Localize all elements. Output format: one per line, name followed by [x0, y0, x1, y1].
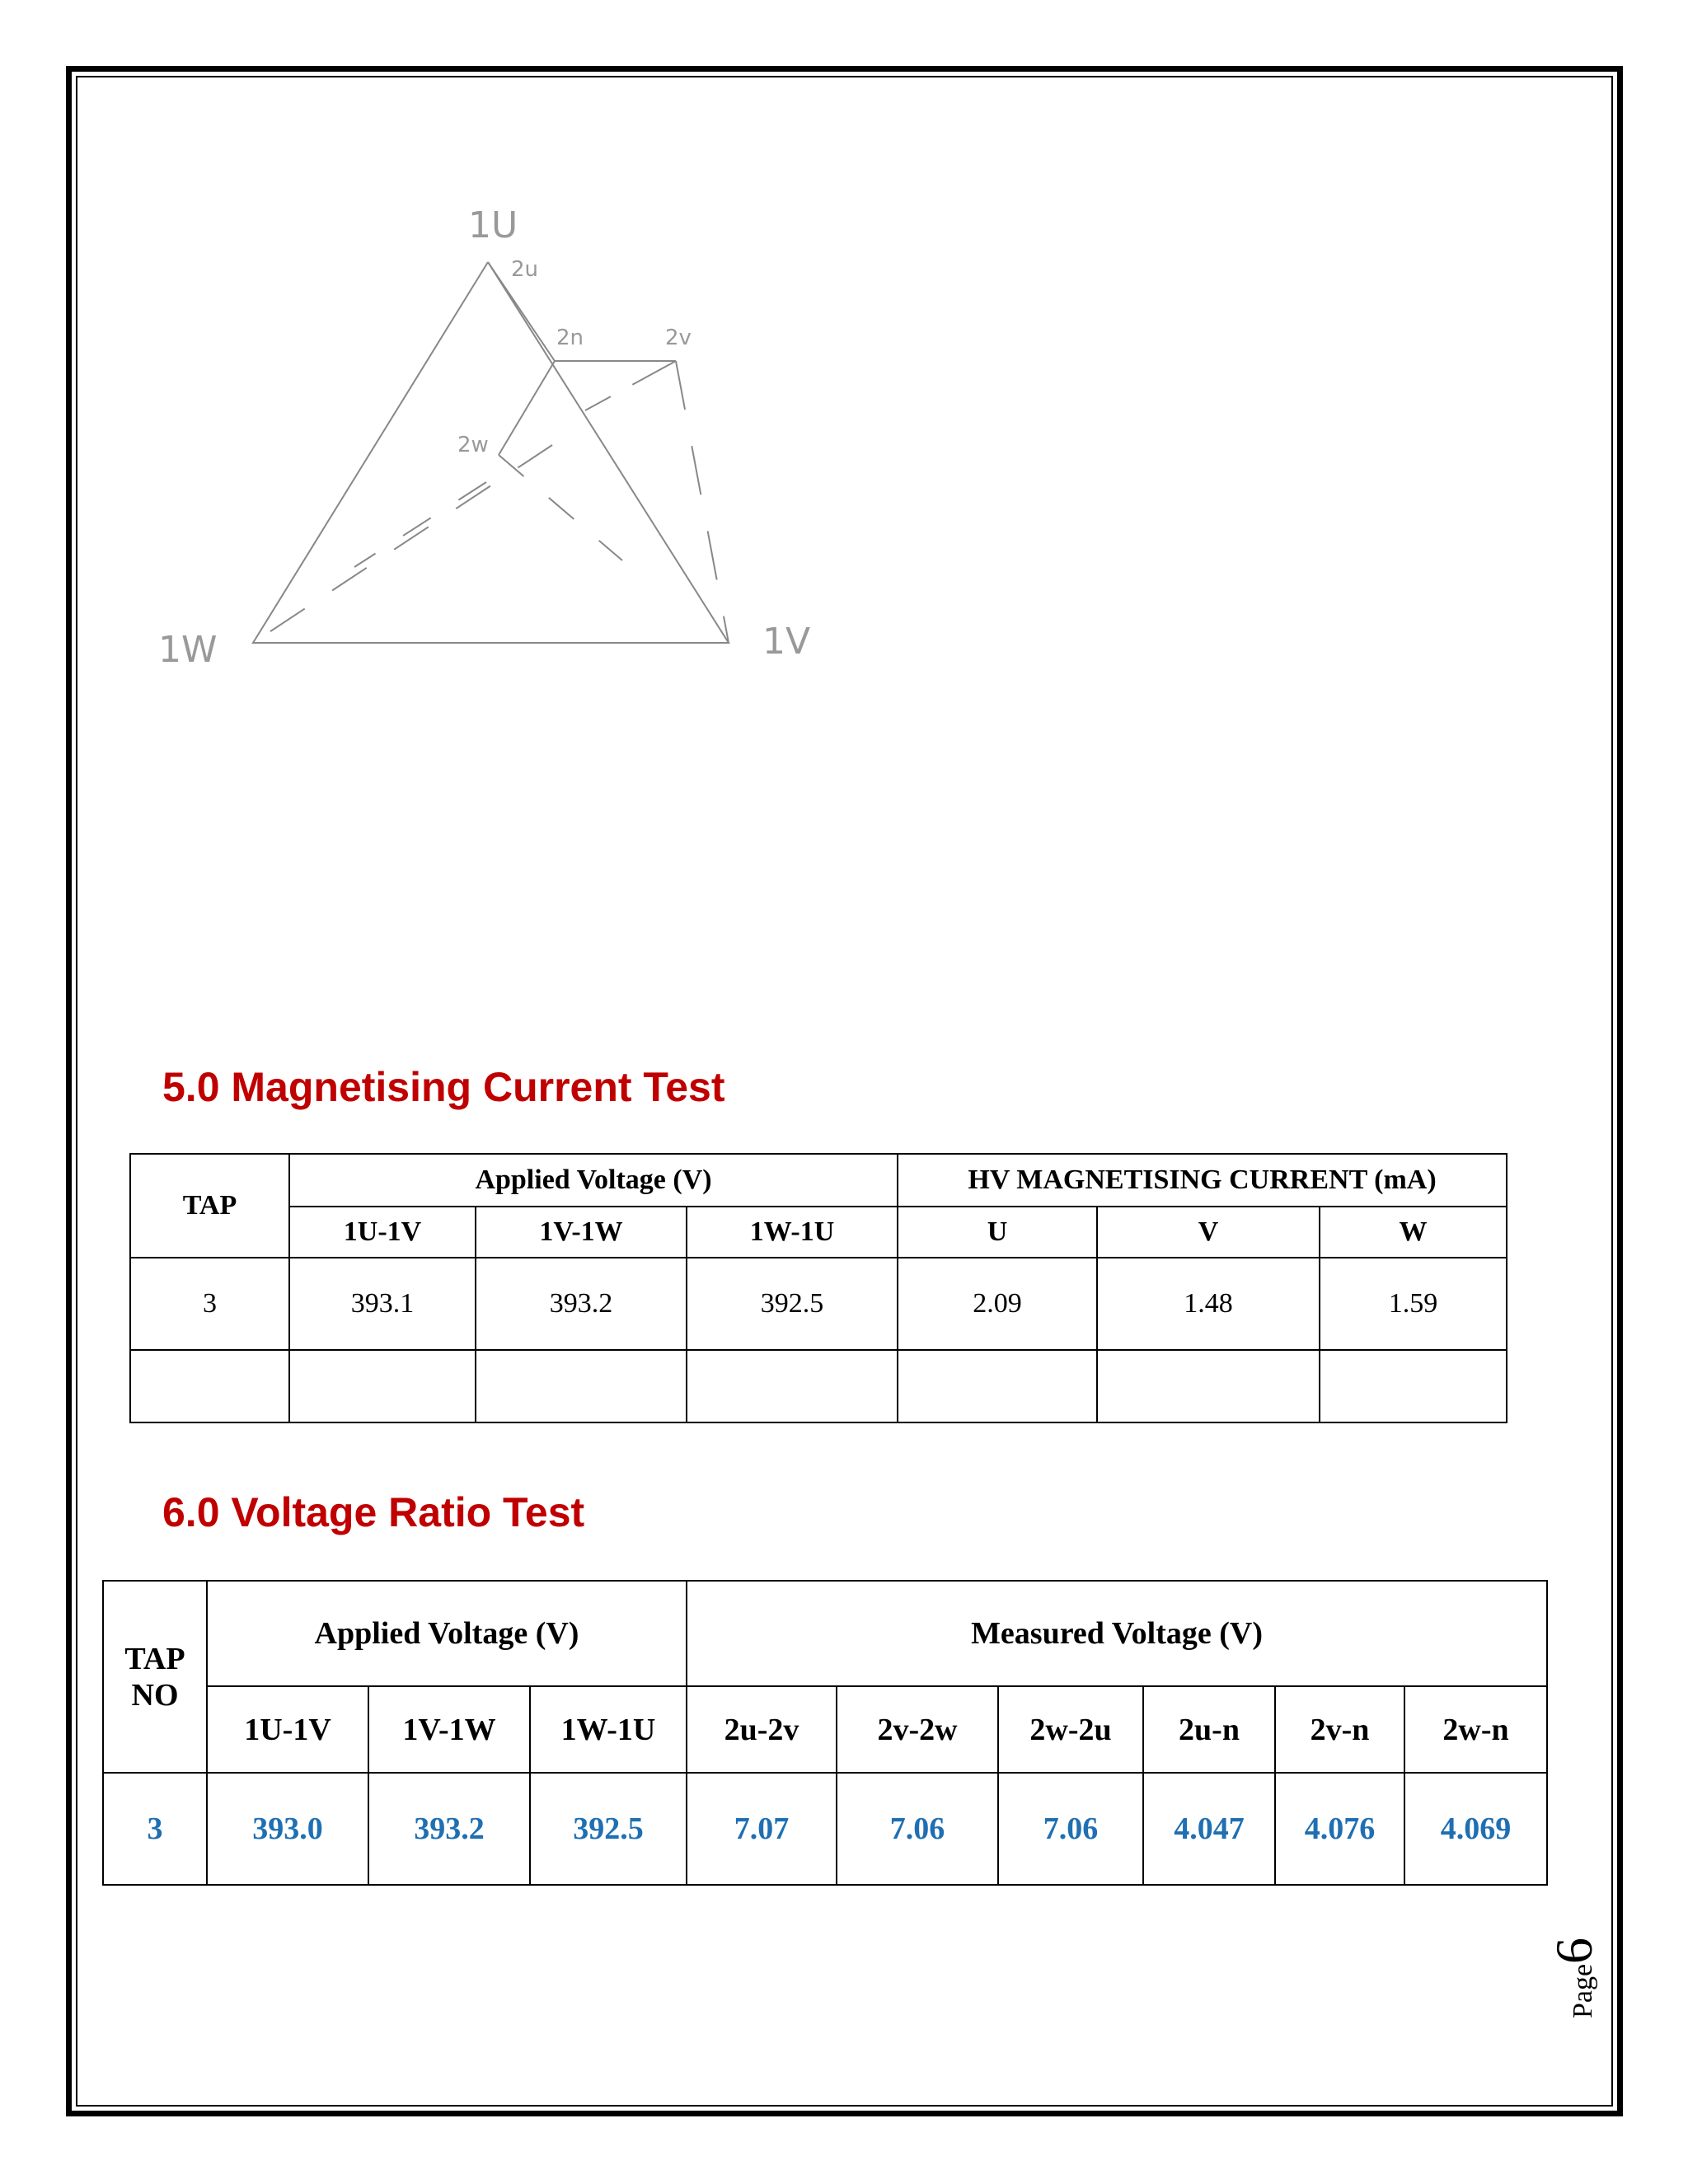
label-1u: 1U [468, 204, 518, 246]
table-cell: 393.0 [207, 1773, 368, 1885]
dash-line [585, 361, 676, 410]
section-6-title: 6.0 Voltage Ratio Test [162, 1489, 585, 1535]
column-header: 1U-1V [289, 1207, 476, 1258]
table-cell: 7.07 [687, 1773, 837, 1885]
tap-header: TAP [130, 1154, 289, 1258]
table-cell: 393.2 [368, 1773, 530, 1885]
table-cell: 2.09 [898, 1258, 1097, 1350]
dash-line [253, 445, 552, 643]
table-cell: 1.48 [1097, 1258, 1320, 1350]
column-header: 1W-1U [530, 1686, 687, 1773]
column-header: 1W-1U [687, 1207, 898, 1258]
applied-voltage-header: Applied Voltage (V) [289, 1154, 898, 1207]
vector-group-diagram [148, 198, 841, 692]
label-2w: 2w [457, 433, 489, 457]
table-cell [289, 1350, 476, 1422]
column-header: 2w-2u [998, 1686, 1143, 1773]
table-row [103, 1773, 1547, 1885]
magnetising-current-header: HV MAGNETISING CURRENT (mA) [898, 1154, 1507, 1207]
label-1w: 1W [158, 629, 218, 671]
table-cell: 4.069 [1404, 1773, 1547, 1885]
column-header: 1V-1W [476, 1207, 687, 1258]
table-cell [1097, 1350, 1320, 1422]
tap-no-header-line1: TAP [124, 1641, 185, 1676]
hv-delta-triangle [253, 262, 729, 643]
tap-no-header-line2: NO [131, 1677, 179, 1713]
table-cell [1320, 1350, 1507, 1422]
page-label: Page [1568, 1963, 1598, 2019]
column-header: 1V-1W [368, 1686, 530, 1773]
table-cell: 393.1 [289, 1258, 476, 1350]
column-header: 2v-n [1275, 1686, 1404, 1773]
table-cell: 4.076 [1275, 1773, 1404, 1885]
table-cell: 4.047 [1143, 1773, 1275, 1885]
column-header: 2u-2v [687, 1686, 837, 1773]
lv-star-w [499, 361, 555, 455]
table-cell: 392.5 [530, 1773, 687, 1885]
table-cell: 3 [103, 1773, 207, 1885]
table-cell [476, 1350, 687, 1422]
table-cell: 1.59 [1320, 1258, 1507, 1350]
tap-no-header [103, 1581, 207, 1773]
column-header: 2u-n [1143, 1686, 1275, 1773]
table-cell [687, 1350, 898, 1422]
dash-line [499, 455, 622, 560]
dash-line [354, 482, 486, 567]
table-row [130, 1258, 1507, 1350]
table-row [130, 1350, 1507, 1422]
measured-voltage-header: Measured Voltage (V) [687, 1581, 1547, 1686]
column-header: U [898, 1207, 1097, 1258]
page-number-value: 6 [1545, 1937, 1603, 1964]
voltage-ratio-table [102, 1580, 1548, 1886]
table-cell [898, 1350, 1097, 1422]
page-number [1545, 1929, 1603, 2027]
magnetising-current-table [129, 1153, 1507, 1423]
column-header: 2v-2w [837, 1686, 998, 1773]
label-2v: 2v [665, 326, 692, 350]
column-header: W [1320, 1207, 1507, 1258]
table-cell: 3 [130, 1258, 289, 1350]
label-2n: 2n [556, 326, 584, 350]
column-header: 1U-1V [207, 1686, 368, 1773]
label-1v: 1V [762, 621, 811, 663]
applied-voltage-header: Applied Voltage (V) [207, 1581, 687, 1686]
table-cell: 392.5 [687, 1258, 898, 1350]
table-cell: 7.06 [837, 1773, 998, 1885]
table-cell: 7.06 [998, 1773, 1143, 1885]
table-cell: 393.2 [476, 1258, 687, 1350]
section-5-title: 5.0 Magnetising Current Test [162, 1064, 725, 1110]
label-2u: 2u [511, 257, 539, 282]
table-cell [130, 1350, 289, 1422]
column-header: 2w-n [1404, 1686, 1547, 1773]
column-header: V [1097, 1207, 1320, 1258]
